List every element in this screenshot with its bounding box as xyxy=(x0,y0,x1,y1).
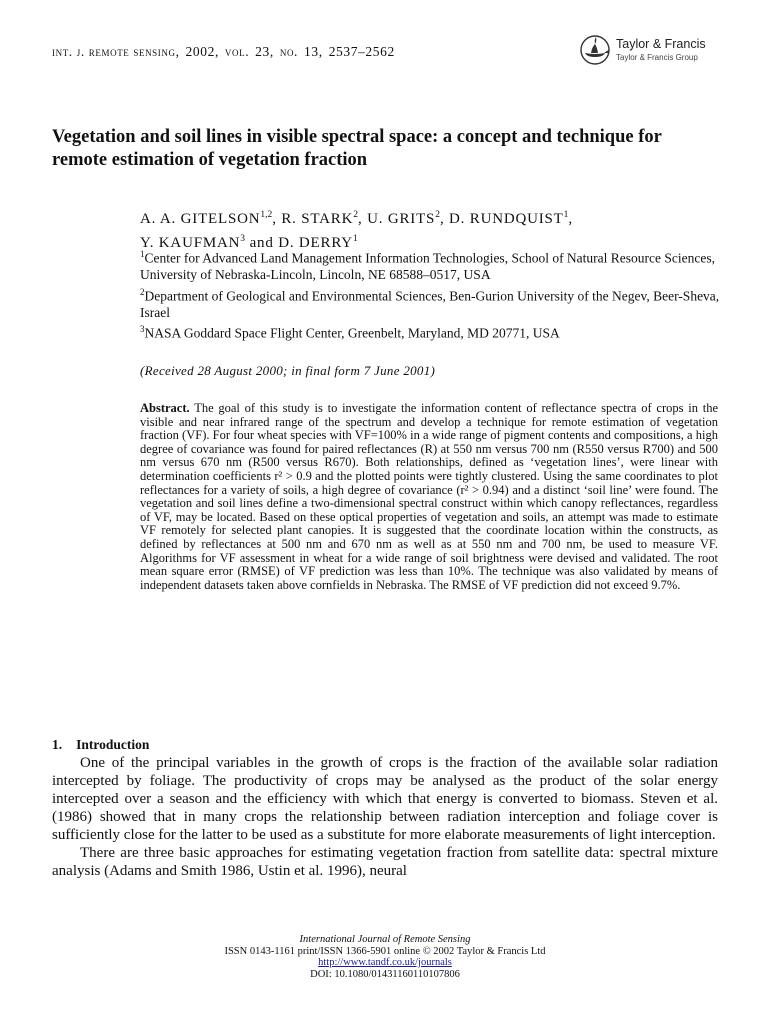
abstract-label: Abstract. xyxy=(140,401,190,415)
section-title: Introduction xyxy=(76,737,150,752)
paper-title: Vegetation and soil lines in visible spectral space: a concept and technique for remote estimation of vegetation fraction xyxy=(52,127,662,170)
affiliation-text: NASA Goddard Space Flight Center, Greenbelt, Maryland, MD 20771, USA xyxy=(144,325,560,341)
issue-number: 13, xyxy=(304,44,323,59)
publisher-group: Taylor & Francis Group xyxy=(616,53,698,62)
publisher-logo xyxy=(578,34,748,68)
received-dates: (Received 28 August 2000; in final form 7 June 2001) xyxy=(140,363,436,378)
abstract-text: The goal of this study is to investigate the information content of reflectance spectra of crops in the visible and near infrared range of the spectrum and develop a technique for remote estimation of vegetation fraction (VF). For four wheat species with VF=100% in a wide range of pigment contents and compositions, a high degree of covariance was found for paired reflectances (R) at 550 nm versus 700 nm (R550 versus R700) and 500 nm versus 670 nm (R500 versus R670). Both relationships, defined as ‘vegetation lines’, were linear with determination coefficients r² > 0.9 and the plotted points were tightly clustered. Using the same coordinates to plot reflectances for a variety of soils, a high degree of covariance (r² > 0.94) and a distinct ‘soil line’ were found. The vegetation and soil lines define a two-dimensional spectral construct within which canopy reflectances, regardless of VF, may be located. Based on these optical properties of vegetation and soils, an attempt was made to estimate VF remotely for selected plant canopies. It is suggested that the coordinate location within the constructs, as defined by reflectances at 500 nm and 670 nm as well as at 550 nm and 700 nm, be used to measure VF. Algorithms for VF assessment in wheat for a wide range of soil brightness were devised and validated. The root mean square error (RMSE) of VF prediction was less than 10%. The technique was also validated by means of independent datasets taken above cornfields in Nebraska. The RMSE of VF prediction did not exceed 9.7%. xyxy=(140,401,719,592)
author-affil-sup: 1 xyxy=(352,234,358,244)
abstract xyxy=(140,402,718,592)
author-list: A. A. GITELSON$^{1,2}$, R. STARK$^2$, U. GRITS$^2$, D. RUNDQUIST$^1$, Y. KAUFMAN$^3$ and D. DERRY$^1$ xyxy=(140,210,573,251)
affiliation xyxy=(140,321,730,342)
section-heading xyxy=(52,737,149,753)
journal-url-link[interactable]: http://www.tandf.co.uk/journals xyxy=(318,957,452,968)
author: Y. KAUFMAN xyxy=(140,235,241,251)
author-affil-sup: 2 xyxy=(435,210,440,220)
affiliation-list xyxy=(140,246,730,342)
author-conjunction: and xyxy=(249,235,274,251)
volume: 23, xyxy=(255,44,274,59)
paragraph: There are three basic approaches for estimating vegetation fraction from satellite data: spectral mixture analysis (Adams and Smith 1986, Ustin et al. 1996), neural xyxy=(52,845,718,879)
affiliation-sup: 3 xyxy=(140,324,145,334)
journal-abbrev: int. j. remote sensing, xyxy=(52,44,180,59)
affiliation xyxy=(140,246,730,284)
author-affil-sup: 1 xyxy=(563,210,569,220)
year: 2002, xyxy=(185,44,219,59)
affiliation-text: Center for Advanced Land Management Information Technologies, School of Natural Resource Sciences, University of Nebraska-Lincoln, Lincoln, NE 68588–0517, USA xyxy=(140,250,716,282)
author: R. STARK xyxy=(281,211,354,227)
footer-doi: DOI: 10.1080/01431160110107806 xyxy=(310,968,460,980)
publisher-name: Taylor & Francis xyxy=(616,37,706,51)
author-affil-sup: 1,2 xyxy=(260,210,273,220)
affiliation xyxy=(140,284,730,322)
page-footer xyxy=(52,934,718,980)
author: D. RUNDQUIST xyxy=(449,211,564,227)
page-range: 2537–2562 xyxy=(328,44,395,59)
author: U. GRITS xyxy=(367,211,436,227)
author: A. A. GITELSON xyxy=(140,211,261,227)
author: D. DERRY xyxy=(278,235,353,251)
vol-label: vol. xyxy=(224,44,250,59)
author-affil-sup: 2 xyxy=(353,210,358,220)
footer-journal: International Journal of Remote Sensing xyxy=(299,934,471,945)
footer-issn: ISSN 0143-1161 print/ISSN 1366-5901 online © 2002 Taylor & Francis Ltd xyxy=(224,945,546,957)
introduction-body xyxy=(52,754,718,880)
affiliation-text: Department of Geological and Environmental Sciences, Ben-Gurion University of the Negev, Beer-Sheva, Israel xyxy=(140,288,720,320)
affiliation-sup: 2 xyxy=(140,286,145,297)
no-label: no. xyxy=(279,44,299,59)
affiliation-sup: 1 xyxy=(140,249,145,259)
running-header xyxy=(52,44,397,60)
oil-lamp-icon xyxy=(578,34,614,66)
section-number: 1. xyxy=(52,737,63,752)
paragraph: One of the principal variables in the growth of crops is the fraction of the available solar radiation intercepted by foliage. The productivity of crops may be analysed as the product of the solar energy intercepted over a season and the efficiency with which that energy is converted to biomass. Steven et al. (1986) showed that in many crops the relationship between radiation interception and foliage cover is sufficiently close for the latter to be used as a substitute for more elaborate measurements of light interception. xyxy=(52,755,718,843)
author-affil-sup: 3 xyxy=(240,234,245,244)
